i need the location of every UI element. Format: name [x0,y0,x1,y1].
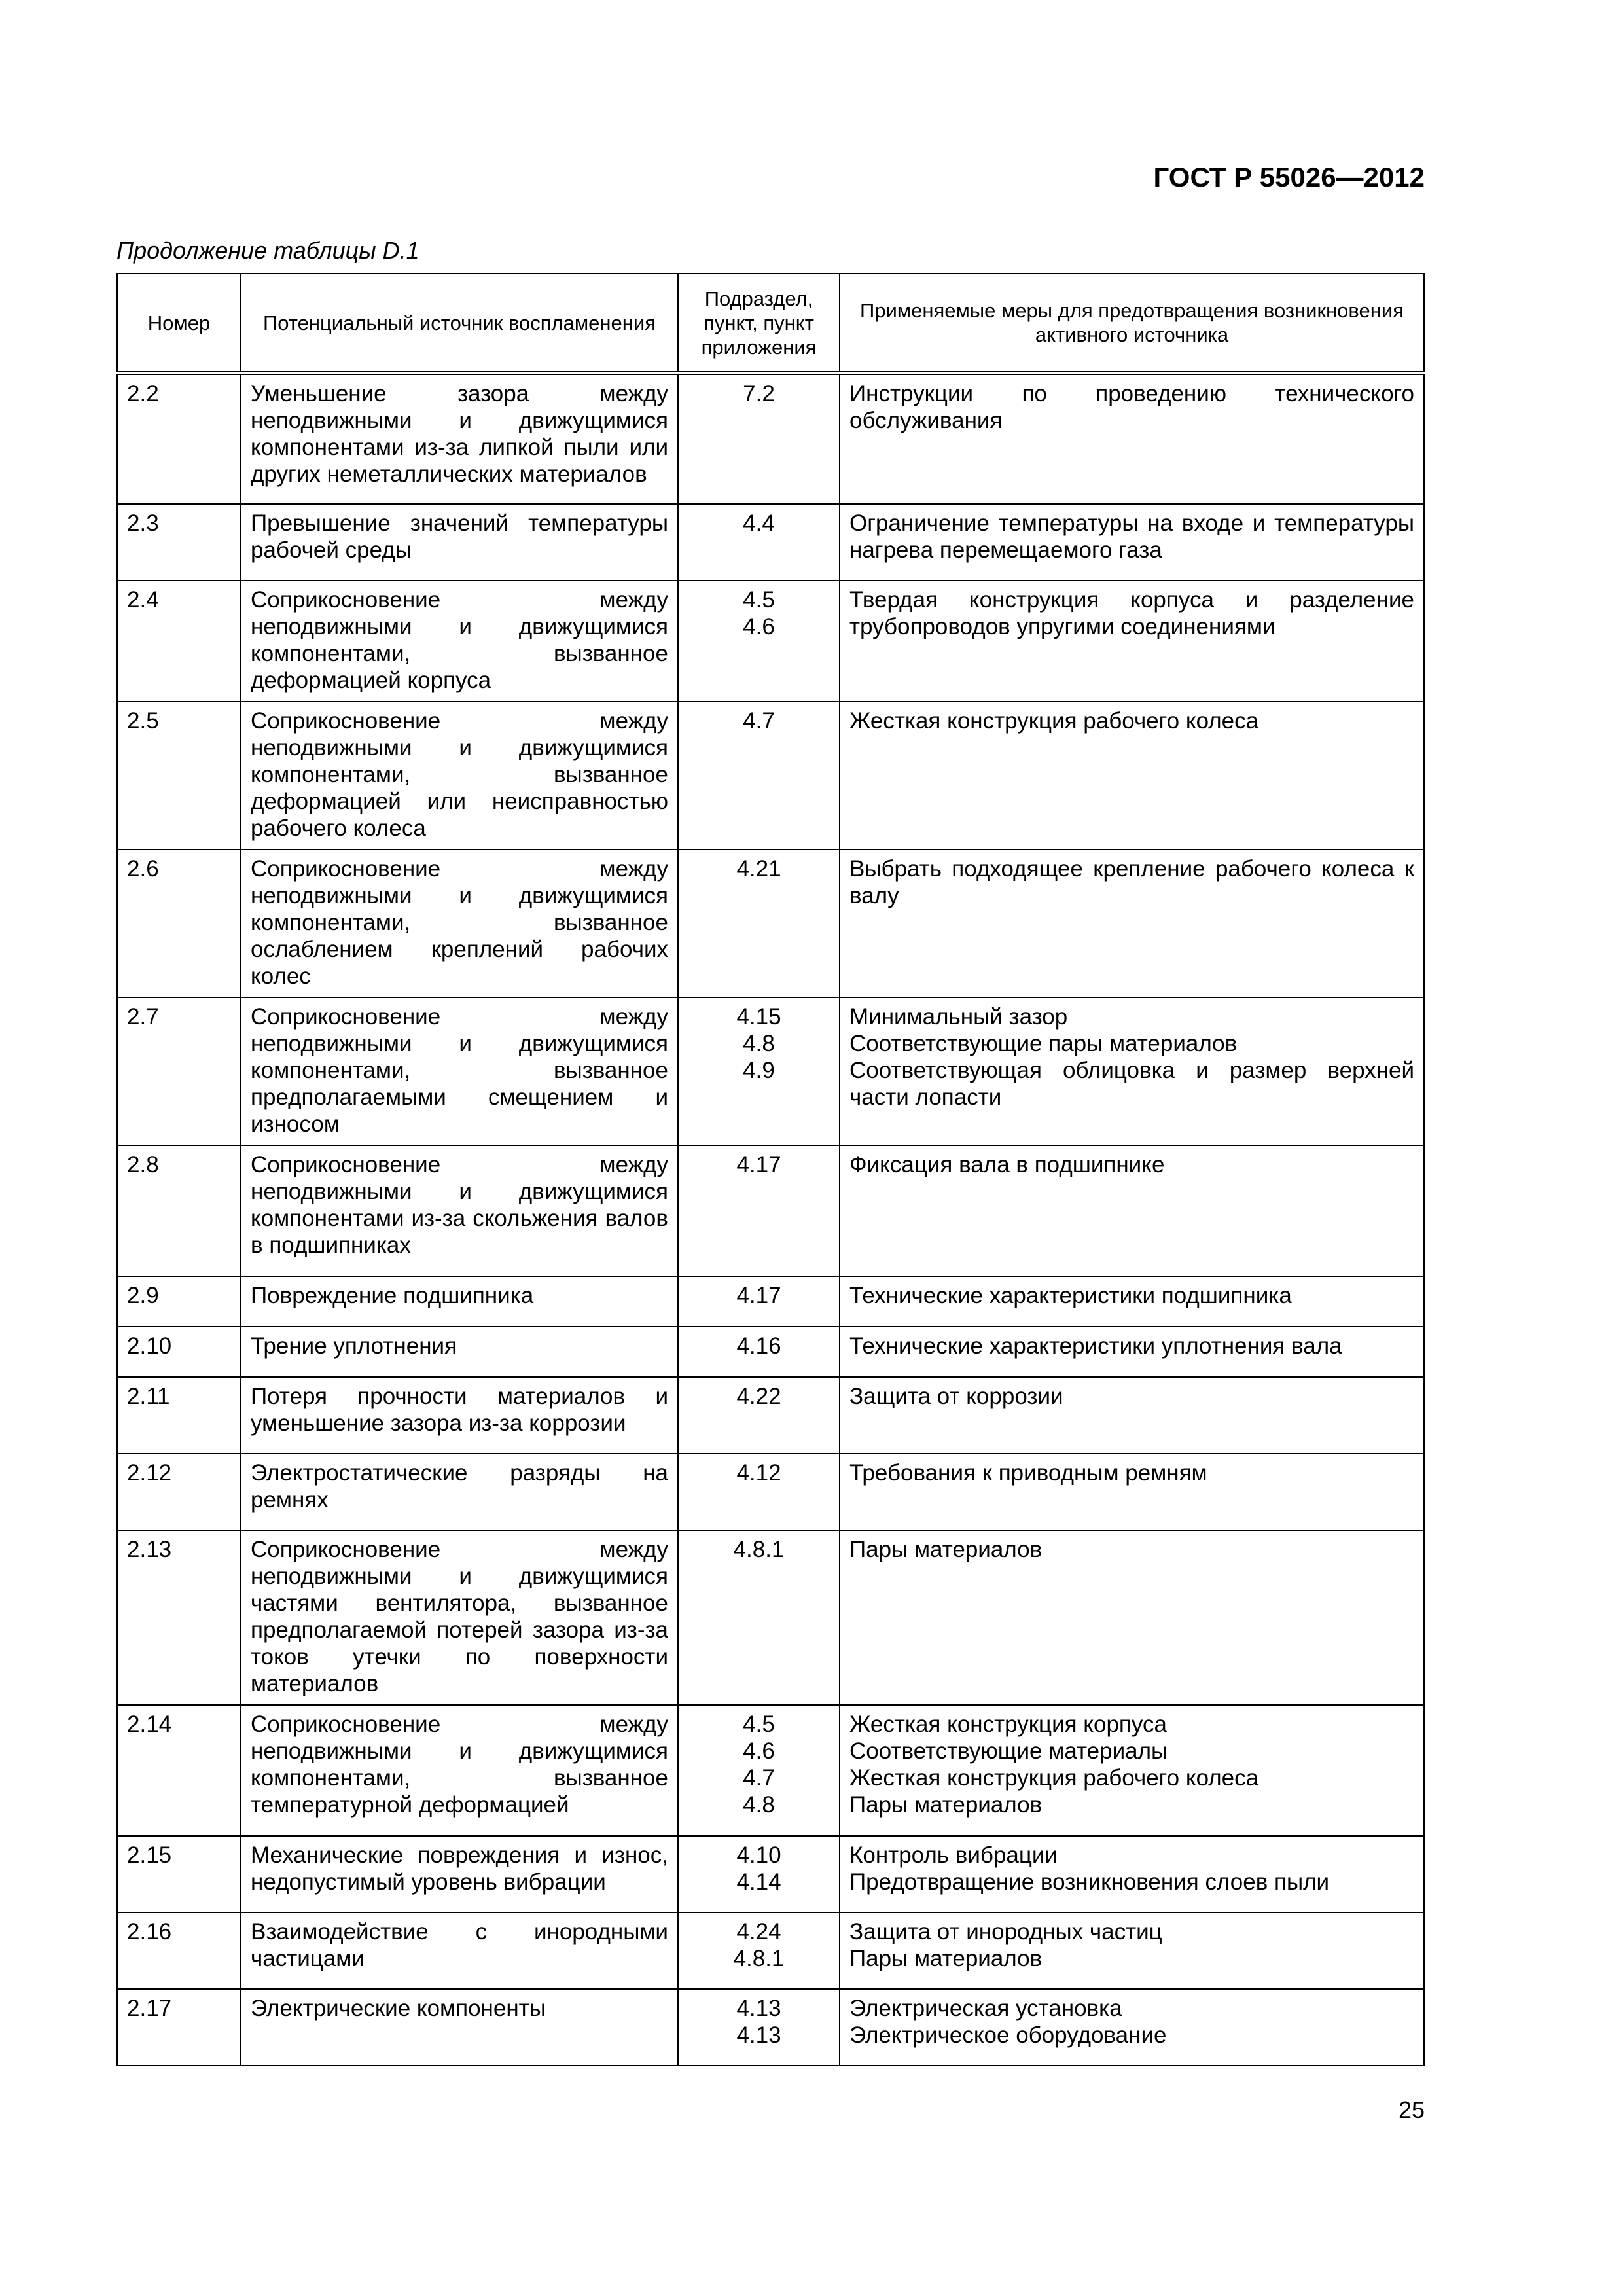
preventive-measures [840,1377,1424,1454]
subsection-ref: 4.22 [736,1384,781,1409]
ignition-source: Повреждение подшипника [241,1276,678,1327]
subsection-refs [678,1377,840,1454]
subsection-refs [678,1989,840,2066]
subsection-ref: 4.14 [736,1869,781,1895]
subsection-ref: 4.8 [743,1031,775,1056]
subsection-ref: 7.2 [743,381,775,406]
subsection-ref: 4.6 [743,614,775,639]
ignition-sources-table [116,273,1425,2066]
measure-item: Твердая конструкция корпуса и разделение трубопроводов упругими соединениями [849,587,1414,639]
document-id: ГОСТ Р 55026—2012 [1153,162,1425,192]
row-number: 2.7 [117,997,241,1145]
table-caption: Продолжение таблицы D.1 [116,237,419,264]
measure-item: Выбрать подходящее крепление рабочего колеса к валу [849,856,1414,908]
subsection-ref: 4.8.1 [733,1537,785,1562]
subsection-ref: 4.5 [743,1712,775,1737]
measure-item: Пары материалов [849,1946,1043,1971]
measure-item: Ограничение температуры на входе и температуры нагрева перемещаемого газа [849,511,1414,563]
ignition-source: Соприкосновение между неподвижными и движущимися компонентами, вызванное температурной деформацией [241,1705,678,1836]
row-number: 2.3 [117,504,241,581]
subsection-refs [678,504,840,581]
subsection-refs [678,1530,840,1705]
preventive-measures [840,850,1424,997]
subsection-ref: 4.16 [736,1333,781,1359]
subsection-ref: 4.4 [743,511,775,536]
measure-item: Защита от коррозии [849,1384,1063,1409]
row-number: 2.6 [117,850,241,997]
subsection-ref: 4.12 [736,1460,781,1486]
row-number: 2.11 [117,1377,241,1454]
subsection-ref: 4.21 [736,856,781,882]
preventive-measures [840,1836,1424,1912]
subsection-refs [678,702,840,850]
preventive-measures [840,1530,1424,1705]
ignition-source: Соприкосновение между неподвижными и движущимися компонентами, вызванное ослаблением креплений рабочих колес [241,850,678,997]
subsection-ref: 4.13 [736,1996,781,2021]
measure-item: Соответствующая облицовка и размер верхней части лопасти [849,1058,1414,1110]
table-row [117,850,1424,997]
ignition-source: Механические повреждения и износ, недопустимый уровень вибрации [241,1836,678,1912]
preventive-measures [840,702,1424,850]
ignition-source: Взаимодействие с инородными частицами [241,1912,678,1989]
row-number: 2.16 [117,1912,241,1989]
preventive-measures [840,1705,1424,1836]
table-row [117,1377,1424,1454]
ignition-source: Электростатические разряды на ремнях [241,1454,678,1530]
row-number: 2.4 [117,581,241,702]
subsection-refs [678,1454,840,1530]
preventive-measures [840,373,1424,504]
subsection-ref: 4.7 [743,708,775,734]
ignition-source: Уменьшение зазора между неподвижными и движущимися компонентами из-за липкой пыли или других неметаллических материалов [241,373,678,504]
measure-item: Жесткая конструкция рабочего колеса [849,1765,1259,1791]
row-number: 2.13 [117,1530,241,1705]
table-row [117,1705,1424,1836]
row-number: 2.9 [117,1276,241,1327]
preventive-measures [840,1327,1424,1377]
table-row [117,1912,1424,1989]
measure-item: Контроль вибрации [849,1842,1058,1868]
preventive-measures [840,997,1424,1145]
row-number: 2.12 [117,1454,241,1530]
table-row [117,581,1424,702]
table-row [117,1454,1424,1530]
header-number: Номер [117,274,241,373]
ignition-source: Соприкосновение между неподвижными и движущимися частями вентилятора, вызванное предполагаемой потерей зазора из-за токов утечки по поверхности материалов [241,1530,678,1705]
row-number: 2.14 [117,1705,241,1836]
table-row [117,1989,1424,2066]
preventive-measures [840,1276,1424,1327]
measure-item: Защита от инородных частиц [849,1919,1162,1945]
row-number: 2.15 [117,1836,241,1912]
subsection-ref: 4.17 [736,1152,781,1177]
measure-item: Требования к приводным ремням [849,1460,1207,1486]
measure-item: Пары материалов [849,1792,1043,1818]
table-body [117,373,1424,2066]
preventive-measures [840,1454,1424,1530]
subsection-refs [678,1836,840,1912]
subsection-ref: 4.9 [743,1058,775,1083]
subsection-refs [678,1145,840,1276]
table-row [117,373,1424,504]
preventive-measures [840,581,1424,702]
measure-item: Минимальный зазор [849,1004,1068,1030]
preventive-measures [840,1912,1424,1989]
measure-item: Технические характеристики подшипника [849,1283,1292,1308]
measure-item: Соответствующие материалы [849,1738,1168,1764]
ignition-source: Электрические компоненты [241,1989,678,2066]
measure-item: Жесткая конструкция рабочего колеса [849,708,1259,734]
subsection-ref: 4.24 [736,1919,781,1945]
subsection-ref: 4.15 [736,1004,781,1030]
subsection-ref: 4.13 [736,2022,781,2048]
subsection-ref: 4.8 [743,1792,775,1818]
measure-item: Жесткая конструкция корпуса [849,1712,1167,1737]
table-header-row [117,274,1424,373]
row-number: 2.2 [117,373,241,504]
table-row [117,1327,1424,1377]
table-row [117,504,1424,581]
measure-item: Пары материалов [849,1537,1043,1562]
row-number: 2.17 [117,1989,241,2066]
measure-item: Инструкции по проведению технического обслуживания [849,381,1414,433]
subsection-ref: 4.8.1 [733,1946,785,1971]
preventive-measures [840,504,1424,581]
preventive-measures [840,1145,1424,1276]
subsection-ref: 4.17 [736,1283,781,1308]
subsection-refs [678,373,840,504]
table-row [117,1145,1424,1276]
header-measures: Применяемые меры для предотвращения возникновения активного источника [840,274,1424,373]
table-row [117,1530,1424,1705]
row-number: 2.8 [117,1145,241,1276]
ignition-source: Соприкосновение между неподвижными и движущимися компонентами, вызванное деформацией или неисправностью рабочего колеса [241,702,678,850]
ignition-source: Превышение значений температуры рабочей среды [241,504,678,581]
subsection-refs [678,581,840,702]
ignition-source: Соприкосновение между неподвижными и движущимися компонентами из-за скольжения валов в подшипниках [241,1145,678,1276]
table-row [117,997,1424,1145]
ignition-source: Трение уплотнения [241,1327,678,1377]
measure-item: Предотвращение возникновения слоев пыли [849,1869,1330,1895]
subsection-refs [678,1912,840,1989]
preventive-measures [840,1989,1424,2066]
subsection-refs [678,997,840,1145]
ignition-source: Соприкосновение между неподвижными и движущимися компонентами, вызванное деформацией корпуса [241,581,678,702]
subsection-refs [678,1705,840,1836]
measure-item: Электрическое оборудование [849,2022,1167,2048]
measure-item: Фиксация вала в подшипнике [849,1152,1165,1177]
row-number: 2.5 [117,702,241,850]
header-subsection: Подраздел, пункт, пункт приложения [678,274,840,373]
subsection-refs [678,850,840,997]
table-row [117,1276,1424,1327]
subsection-ref: 4.7 [743,1765,775,1791]
subsection-ref: 4.5 [743,587,775,613]
table-row [117,1836,1424,1912]
subsection-ref: 4.10 [736,1842,781,1868]
row-number: 2.10 [117,1327,241,1377]
subsection-refs [678,1327,840,1377]
ignition-source: Потеря прочности материалов и уменьшение зазора из-за коррозии [241,1377,678,1454]
measure-item: Соответствующие пары материалов [849,1031,1238,1056]
header-ignition-source: Потенциальный источник воспламенения [241,274,678,373]
subsection-refs [678,1276,840,1327]
measure-item: Электрическая установка [849,1996,1122,2021]
subsection-ref: 4.6 [743,1738,775,1764]
measure-item: Технические характеристики уплотнения вала [849,1333,1342,1359]
table-row [117,702,1424,850]
ignition-source: Соприкосновение между неподвижными и движущимися компонентами, вызванное предполагаемыми смещением и износом [241,997,678,1145]
page-number: 25 [1398,2096,1425,2123]
